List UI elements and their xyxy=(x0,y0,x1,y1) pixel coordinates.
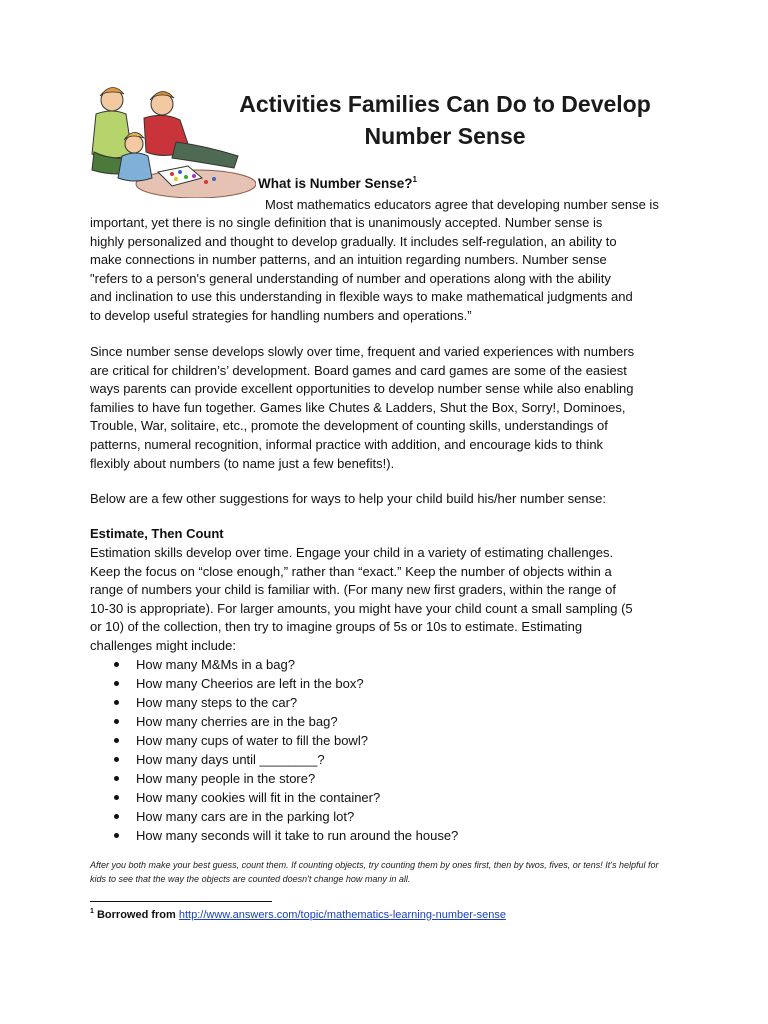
text-line: highly personalized and thought to develop gradually. It includes self-regulation, an ability to xyxy=(90,233,617,249)
text-line: patterns, numeral recognition, informal practice with addition, and encourage kids to think xyxy=(90,436,604,452)
list-item: How many days until ________? xyxy=(112,750,458,769)
footnote xyxy=(90,908,506,921)
source-link[interactable]: http://www.answers.com/topic/mathematics-learning-number-sense xyxy=(178,909,506,921)
italic-note: After you both make your best guess, count them. If counting objects, try counting them by ones first, then by twos, fives, or tens! It's helpful for kids to see that the way the objects are counted doesn't change how many in all. xyxy=(90,860,659,884)
text-line: ways parents can provide excellent opportunities to develop number sense while also enabling xyxy=(90,381,634,397)
text-line: Keep the focus on “close enough,” rather than “exact.” Keep the number of objects within a xyxy=(90,563,612,579)
list-item: How many steps to the car? xyxy=(112,693,458,712)
paragraph-3 xyxy=(90,490,606,509)
title-line-2: Number Sense xyxy=(364,123,526,149)
paragraph-1 xyxy=(90,214,633,326)
text-line: to develop useful strategies for handling numbers and operations.” xyxy=(90,307,472,323)
text-line: make connections in number patterns, and an intuition regarding numbers. Number sense xyxy=(90,252,607,268)
text-line: range of numbers your child is familiar with. (For many new first graders, within the range of xyxy=(90,582,616,598)
text-line: are critical for children’s’ development. Board games and card games are some of the easiest xyxy=(90,362,627,378)
title-line-1: Activities Families Can Do to Develop xyxy=(239,91,651,117)
section-heading-estimate: Estimate, Then Count xyxy=(90,526,224,541)
footnote-label: Borrowed from xyxy=(96,909,176,921)
text-line: Trouble, War, solitaire, etc., promote the development of counting skills, understandings of xyxy=(90,418,608,434)
text-line: flexibly about numbers (to name just a few benefits!). xyxy=(90,455,395,471)
footnote-divider xyxy=(90,901,272,902)
list-item: How many cars are in the parking lot? xyxy=(112,807,458,826)
list-item: How many M&Ms in a bag? xyxy=(112,655,458,674)
list-item: How many cookies will fit in the container? xyxy=(112,788,458,807)
list-item: How many seconds will it take to run around the house? xyxy=(112,826,458,845)
text-line: Since number sense develops slowly over time, frequent and varied experiences with numbers xyxy=(90,344,635,359)
footnote-reference: 1 xyxy=(412,175,417,184)
text-line: "refers to a person's general understanding of number and operations along with the ability xyxy=(90,270,611,286)
list-item: How many cherries are in the bag? xyxy=(112,712,458,731)
text-line: families to have fun together. Games like Chutes & Ladders, Shut the Box, Sorry!, Dominoes, xyxy=(90,399,626,415)
estimating-challenges-list xyxy=(112,655,458,845)
paragraph-1-first-line: Most mathematics educators agree that developing number sense is xyxy=(265,197,659,212)
text-line: Estimation skills develop over time. Engage your child in a variety of estimating challenges. xyxy=(90,545,614,560)
text-line: important, yet there is no single definition that is unanimously accepted. Number sense is xyxy=(90,215,603,230)
page-title xyxy=(210,88,680,152)
list-item: How many people in the store? xyxy=(112,769,458,788)
footnote-mark: 1 xyxy=(90,908,94,915)
paragraph-2 xyxy=(90,343,634,473)
list-item: How many cups of water to fill the bowl? xyxy=(112,731,458,750)
text-line: challenges might include: xyxy=(90,637,236,653)
section-heading-number-sense xyxy=(258,175,417,191)
text-line: Below are a few other suggestions for ways to help your child build his/her number sense: xyxy=(90,491,606,506)
section-heading-text: What is Number Sense? xyxy=(258,176,413,191)
list-item: How many Cheerios are left in the box? xyxy=(112,674,458,693)
text-line: and inclination to use this understanding in flexible ways to make mathematical judgments and xyxy=(90,289,633,305)
text-line: 10-30 is appropriate). For larger amounts, you might have your child count a small sampling (5 xyxy=(90,600,633,616)
text-line: or 10) of the collection, then try to imagine groups of 5s or 10s to estimate. Estimating xyxy=(90,619,583,635)
paragraph-estimate xyxy=(90,544,633,656)
